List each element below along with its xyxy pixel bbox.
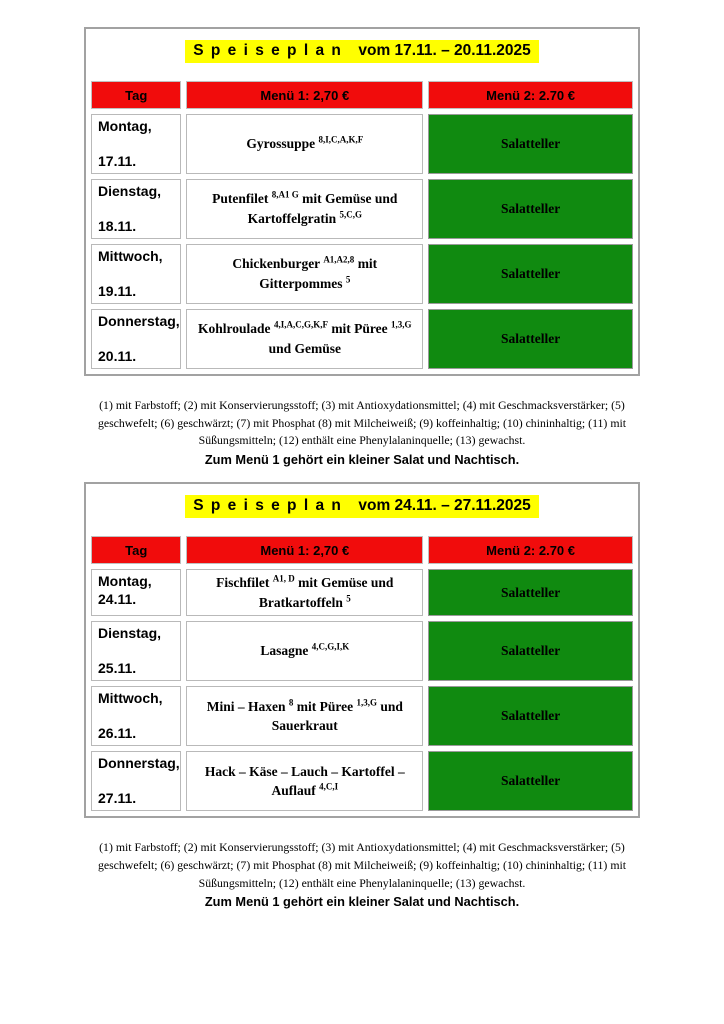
header-row	[91, 536, 633, 564]
day-label: Dienstag,	[98, 183, 162, 199]
column-header-menu2: Menü 2: 2.70 €	[428, 81, 633, 109]
day-label: Montag,	[98, 573, 152, 590]
plan-title-word: S p e i s e p l a n	[193, 497, 343, 515]
menu-text: mit Püree	[327, 321, 392, 337]
menu-row-thursday	[91, 751, 633, 811]
menu1-cell	[186, 114, 423, 174]
menu-text: und Gemüse	[268, 341, 341, 356]
menu-row-monday	[91, 114, 633, 174]
column-header-day: Tag	[91, 536, 181, 564]
column-header-menu2: Menü 2: 2.70 €	[428, 536, 633, 564]
allergen-superscript: 1,3,G	[391, 319, 412, 330]
day-cell	[91, 179, 181, 239]
plan-title-range: vom 24.11. – 27.11.2025	[358, 497, 531, 515]
allergen-superscript: 8,I,C,A,K,F	[318, 134, 364, 145]
plan-title-highlight	[185, 495, 538, 518]
day-label: Dienstag,	[98, 625, 162, 642]
allergen-superscript: 5	[345, 274, 351, 285]
day-label: Mittwoch,	[98, 248, 163, 264]
menu1-note: Zum Menü 1 gehört ein kleiner Salat und Nachtisch.	[204, 894, 520, 910]
menu-row-wednesday	[91, 686, 633, 746]
menu2-cell: Salatteller	[428, 244, 633, 304]
allergen-superscript: 5,C,G	[339, 209, 362, 220]
header-row	[91, 81, 633, 109]
day-cell	[91, 569, 181, 616]
allergen-superscript: 8	[288, 697, 294, 708]
menu1-cell	[186, 569, 423, 616]
menu-row-tuesday	[91, 179, 633, 239]
allergen-superscript: 1,3,G	[356, 697, 377, 708]
day-cell	[91, 114, 181, 174]
date-label: 20.11.	[98, 348, 137, 364]
date-label: 19.11.	[98, 283, 137, 299]
menu1-cell	[186, 686, 423, 746]
menu-row-tuesday	[91, 621, 633, 681]
footnote-week-1	[84, 397, 640, 467]
menu-row-thursday	[91, 309, 633, 369]
day-label: Montag,	[98, 118, 152, 134]
menu-row-monday	[91, 569, 633, 616]
date-label: 24.11.	[98, 591, 137, 608]
day-cell	[91, 751, 181, 811]
menu-text: Kohlroulade	[198, 321, 274, 337]
allergen-superscript: 4,I,A,C,G,K,F	[273, 319, 328, 330]
menu-table-week-2	[84, 482, 640, 818]
title-row	[91, 489, 633, 531]
menu-text: Lasagne	[260, 643, 312, 659]
menu-text: und Sauerkraut	[271, 698, 403, 734]
plan-title	[91, 489, 633, 531]
day-cell	[91, 686, 181, 746]
menu1-cell	[186, 244, 423, 304]
menu-text: Putenfilet	[212, 191, 272, 207]
menu2-cell: Salatteller	[428, 179, 633, 239]
column-header-menu1: Menü 1: 2,70 €	[186, 536, 423, 564]
menu-text: Gyrossuppe	[246, 136, 319, 152]
day-cell	[91, 621, 181, 681]
menu-table-week-1	[84, 27, 640, 376]
plan-title	[91, 34, 633, 76]
menu-text: mit Gemüse und Bratkartoffeln	[258, 575, 394, 610]
menu2-cell: Salatteller	[428, 621, 633, 681]
menu1-cell	[186, 179, 423, 239]
day-label: Donnerstag,	[98, 313, 180, 329]
allergen-superscript: A1, D	[272, 573, 295, 584]
day-cell	[91, 244, 181, 304]
day-label: Mittwoch,	[98, 690, 163, 707]
menu-text: mit Gitterpommes	[259, 256, 378, 291]
allergen-superscript: 4,C,G,I,K	[311, 641, 350, 652]
plan-title-highlight	[185, 40, 538, 63]
menu-text: mit Gemüse und Kartoffelgratin	[247, 191, 398, 226]
allergen-superscript: A1,A2,8	[323, 254, 355, 265]
menu-text: Mini – Haxen	[206, 698, 289, 714]
menu2-cell: Salatteller	[428, 686, 633, 746]
allergen-footnote: (1) mit Farbstoff; (2) mit Konservierungsstoff; (3) mit Antioxydationsmittel; (4) mit Geschmacksverstärker; (5) geschwefelt; (6) geschwärzt; (7) mit Phosphat (8) mit Milcheiweiß; (9) koffeinhaltig; (10) chininhaltig; (11) mit Süßungsmitteln; (12) enthält eine Phenylalaninquelle; (13) gewachst.	[97, 398, 627, 448]
date-label: 18.11.	[98, 218, 137, 234]
menu-text: mit Püree	[293, 698, 357, 714]
menu2-cell: Salatteller	[428, 751, 633, 811]
menu2-cell: Salatteller	[428, 309, 633, 369]
menu2-cell: Salatteller	[428, 569, 633, 616]
date-label: 25.11.	[98, 660, 137, 677]
menu-text: Chickenburger	[232, 256, 324, 272]
column-header-day: Tag	[91, 81, 181, 109]
date-label: 17.11.	[98, 153, 137, 169]
menu-row-wednesday	[91, 244, 633, 304]
allergen-footnote: (1) mit Farbstoff; (2) mit Konservierungsstoff; (3) mit Antioxydationsmittel; (4) mit Geschmacksverstärker; (5) geschwefelt; (6) geschwärzt; (7) mit Phosphat (8) mit Milcheiweiß; (9) koffeinhaltig; (10) chininhaltig; (11) mit Süßungsmitteln; (12) enthält eine Phenylalaninquelle; (13) gewachst.	[97, 840, 627, 890]
plan-title-range: vom 17.11. – 20.11.2025	[358, 42, 531, 59]
plan-title-word: S p e i s e p l a n	[193, 42, 343, 59]
day-label: Donnerstag,	[98, 755, 180, 772]
menu1-cell	[186, 309, 423, 369]
footnote-week-2	[84, 839, 640, 909]
title-row	[91, 34, 633, 76]
menu1-cell	[186, 621, 423, 681]
menu-text: Hack – Käse – Lauch – Kartoffel – Auflauf	[204, 763, 405, 799]
menu1-note: Zum Menü 1 gehört ein kleiner Salat und Nachtisch.	[204, 452, 520, 468]
date-label: 26.11.	[98, 725, 137, 742]
allergen-superscript: 4,C,I	[319, 781, 339, 792]
allergen-superscript: 5	[346, 593, 351, 604]
day-cell	[91, 309, 181, 369]
menu2-cell: Salatteller	[428, 114, 633, 174]
allergen-superscript: 8,A1 G	[271, 189, 299, 200]
column-header-menu1: Menü 1: 2,70 €	[186, 81, 423, 109]
menu-text: Fischfilet	[216, 575, 273, 591]
menu1-cell	[186, 751, 423, 811]
date-label: 27.11.	[98, 790, 137, 807]
